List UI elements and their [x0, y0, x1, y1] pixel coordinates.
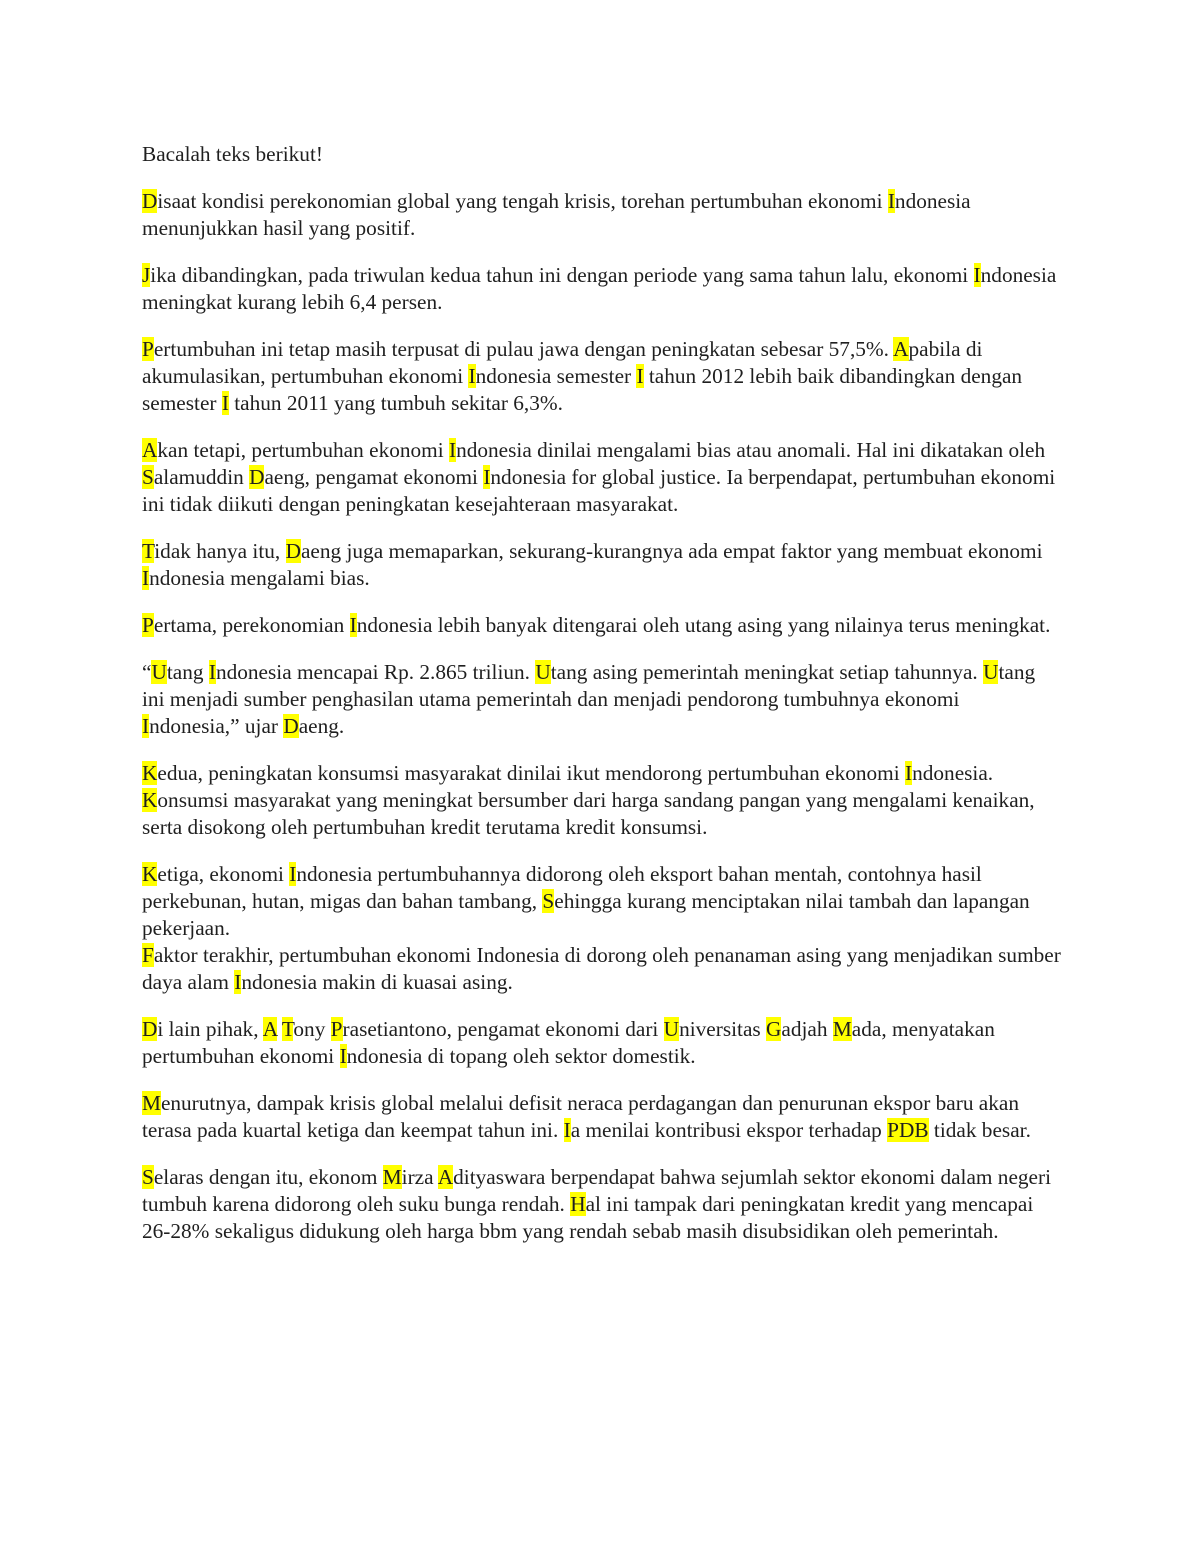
highlighted-letter: H — [570, 1192, 586, 1216]
highlighted-letter: D — [142, 1017, 158, 1041]
paragraph-quote — [142, 659, 1062, 740]
text-run: ndonesia menunjukkan hasil yang positif. — [142, 189, 971, 240]
highlighted-letter: I — [887, 189, 895, 213]
document-body — [142, 141, 1062, 1265]
paragraph — [142, 861, 1062, 942]
paragraph — [142, 612, 1062, 639]
highlighted-letter: D — [283, 714, 299, 738]
text-run: enurutnya, dampak krisis global melalui defisit neraca perdagangan dan penurunan ekspor baru akan terasa pada kuartal ketiga dan keempat tahun ini. — [142, 1091, 1020, 1142]
text-run: ony — [293, 1017, 331, 1041]
highlighted-letter: I — [339, 1044, 347, 1068]
highlighted-letter: U — [983, 660, 999, 684]
highlighted-letter: I — [142, 714, 150, 738]
text-run: ndonesia semester — [475, 364, 637, 388]
highlighted-letter: I — [349, 613, 357, 637]
highlighted-letter: I — [636, 364, 644, 388]
text-run: ehingga kurang menciptakan nilai tambah dan lapangan pekerjaan. — [142, 889, 1030, 940]
text-run: a menilai kontribusi ekspor terhadap — [570, 1118, 888, 1142]
highlighted-letter: A — [437, 1165, 454, 1189]
highlighted-letter: U — [535, 660, 551, 684]
highlighted-letter: D — [249, 465, 265, 489]
highlighted-letter: I — [221, 391, 229, 415]
paragraph — [142, 1090, 1062, 1144]
text-run: elaras dengan itu, ekonom — [153, 1165, 383, 1189]
text-run: tang — [166, 660, 209, 684]
highlighted-letter: K — [142, 788, 158, 812]
highlighted-letter: P — [142, 613, 154, 637]
highlighted-letter: T — [281, 1017, 294, 1041]
text-run: ertama, perekonomian — [153, 613, 350, 637]
highlighted-letter: M — [142, 1091, 161, 1115]
text-run: aeng juga memaparkan, sekurang-kurangnya ada empat faktor yang membuat ekonomi — [300, 539, 1043, 563]
highlighted-letter: U — [663, 1017, 680, 1041]
text-run: tang ini menjadi sumber penghasilan utama pemerintah dan menjadi pendorong tumbuhnya ekonomi — [142, 660, 1036, 711]
highlighted-letter: M — [832, 1017, 852, 1041]
text-run: adjah — [781, 1017, 833, 1041]
text-run: i lain pihak, — [157, 1017, 263, 1041]
highlighted-letter: I — [905, 761, 913, 785]
paragraph — [142, 437, 1062, 518]
text-run: rasetiantono, pengamat ekonomi dari — [342, 1017, 664, 1041]
highlighted-letter: PDB — [887, 1118, 929, 1142]
text-run: kan tetapi, pertumbuhan ekonomi — [157, 438, 449, 462]
text-run: ndonesia,” ujar — [149, 714, 284, 738]
text-run: al ini tampak dari peningkatan kredit yang mencapai 26-28% sekaligus didukung oleh harga bbm yang rendah sebab masih disubsidikan oleh pemerintah. — [142, 1192, 1034, 1243]
highlighted-letter: A — [893, 337, 909, 361]
highlighted-letter: T — [142, 539, 155, 563]
highlighted-letter: A — [262, 1017, 277, 1041]
text-run: ndonesia dinilai mengalami bias atau anomali. Hal ini dikatakan oleh — [456, 438, 1046, 462]
highlighted-letter: I — [483, 465, 491, 489]
highlighted-letter: S — [142, 1165, 154, 1189]
highlighted-letter: G — [766, 1017, 782, 1041]
highlighted-letter: D — [142, 189, 158, 213]
text-run: “ — [142, 660, 152, 684]
paragraph — [142, 760, 1062, 841]
highlighted-letter: I — [234, 970, 242, 994]
text-run: idak hanya itu, — [154, 539, 286, 563]
highlighted-letter: F — [142, 943, 154, 967]
text-run: tang asing pemerintah meningkat setiap tahunnya. — [550, 660, 984, 684]
text-run: aeng, pengamat ekonomi — [264, 465, 484, 489]
highlighted-letter: J — [142, 263, 151, 287]
text-run: ndonesia. — [912, 761, 994, 785]
text-run: ndonesia mengalami bias. — [149, 566, 370, 590]
highlighted-letter: I — [448, 438, 457, 462]
highlighted-letter: I — [468, 364, 476, 388]
text-run: ndonesia for global justice. Ia berpendapat, pertumbuhan ekonomi ini tidak diikuti dengan peningkatan kesejahteraan masyarakat. — [142, 465, 1056, 516]
text-run: tidak besar. — [928, 1118, 1031, 1142]
paragraph — [142, 1016, 1062, 1070]
text-run: ika dibandingkan, pada triwulan kedua tahun ini dengan periode yang sama tahun lalu, ekonomi — [150, 263, 974, 287]
highlighted-letter: I — [289, 862, 297, 886]
highlighted-letter: I — [142, 566, 150, 590]
paragraph — [142, 538, 1062, 592]
text-run: irza — [401, 1165, 438, 1189]
text-run: pabila di akumulasikan, pertumbuhan ekonomi — [142, 337, 983, 388]
paragraph — [142, 262, 1062, 316]
highlighted-letter: I — [973, 263, 981, 287]
paragraph — [142, 1164, 1062, 1245]
text-run: ndonesia mencapai Rp. 2.865 triliun. — [215, 660, 536, 684]
highlighted-letter: U — [151, 660, 167, 684]
text-run: ertumbuhan ini tetap masih terpusat di pulau jawa dengan peningkatan sebesar 57,5%. — [153, 337, 894, 361]
text-run: ndonesia makin di kuasai asing. — [241, 970, 513, 994]
text-run: ndonesia pertumbuhannya didorong oleh eksport bahan mentah, contohnya hasil perkebunan, hutan, migas dan bahan tambang, — [142, 862, 982, 913]
text-run: tahun 2012 lebih baik dibandingkan dengan semester — [142, 364, 1023, 415]
text-run: etiga, ekonomi — [157, 862, 290, 886]
text-run: aktor terakhir, pertumbuhan ekonomi Indonesia di dorong oleh penanaman asing yang menjadikan sumber daya alam — [142, 943, 1061, 994]
text-run: alamuddin — [153, 465, 250, 489]
text-run: ndonesia lebih banyak ditengarai oleh utang asing yang nilainya terus meningkat. — [356, 613, 1051, 637]
text-run: isaat kondisi perekonomian global yang tengah krisis, torehan pertumbuhan ekonomi — [157, 189, 888, 213]
highlighted-letter: P — [330, 1017, 343, 1041]
text-run: ndonesia meningkat kurang lebih 6,4 persen. — [142, 263, 1057, 314]
paragraph-instruction — [142, 141, 1062, 168]
paragraph — [142, 188, 1062, 242]
text-run: edua, peningkatan konsumsi masyarakat dinilai ikut mendorong pertumbuhan ekonomi — [157, 761, 905, 785]
highlighted-letter: D — [285, 539, 301, 563]
text-run: niversitas — [679, 1017, 767, 1041]
highlighted-letter: A — [142, 438, 158, 462]
text-run: Bacalah teks berikut! — [142, 142, 323, 166]
highlighted-letter: S — [142, 465, 154, 489]
text-run: onsumsi masyarakat yang meningkat bersumber dari harga sandang pangan yang mengalami kenaikan, serta disokong oleh pertumbuhan kredit terutama kredit konsumsi. — [142, 788, 1035, 839]
highlighted-letter: S — [542, 889, 555, 913]
highlighted-letter: M — [382, 1165, 402, 1189]
paragraph — [142, 942, 1062, 996]
text-run: ndonesia di topang oleh sektor domestik. — [346, 1044, 696, 1068]
paragraph — [142, 336, 1062, 417]
highlighted-letter: K — [142, 761, 158, 785]
text-run: tahun 2011 yang tumbuh sekitar 6,3%. — [228, 391, 563, 415]
highlighted-letter: I — [563, 1118, 571, 1142]
highlighted-letter: I — [208, 660, 216, 684]
text-run: dityaswara berpendapat bahwa sejumlah sektor ekonomi dalam negeri tumbuh karena didorong oleh suku bunga rendah. — [142, 1165, 1052, 1216]
text-run: ada, menyatakan pertumbuhan ekonomi — [142, 1017, 995, 1068]
highlighted-letter: P — [142, 337, 154, 361]
highlighted-letter: K — [142, 862, 158, 886]
text-run: aeng. — [298, 714, 345, 738]
